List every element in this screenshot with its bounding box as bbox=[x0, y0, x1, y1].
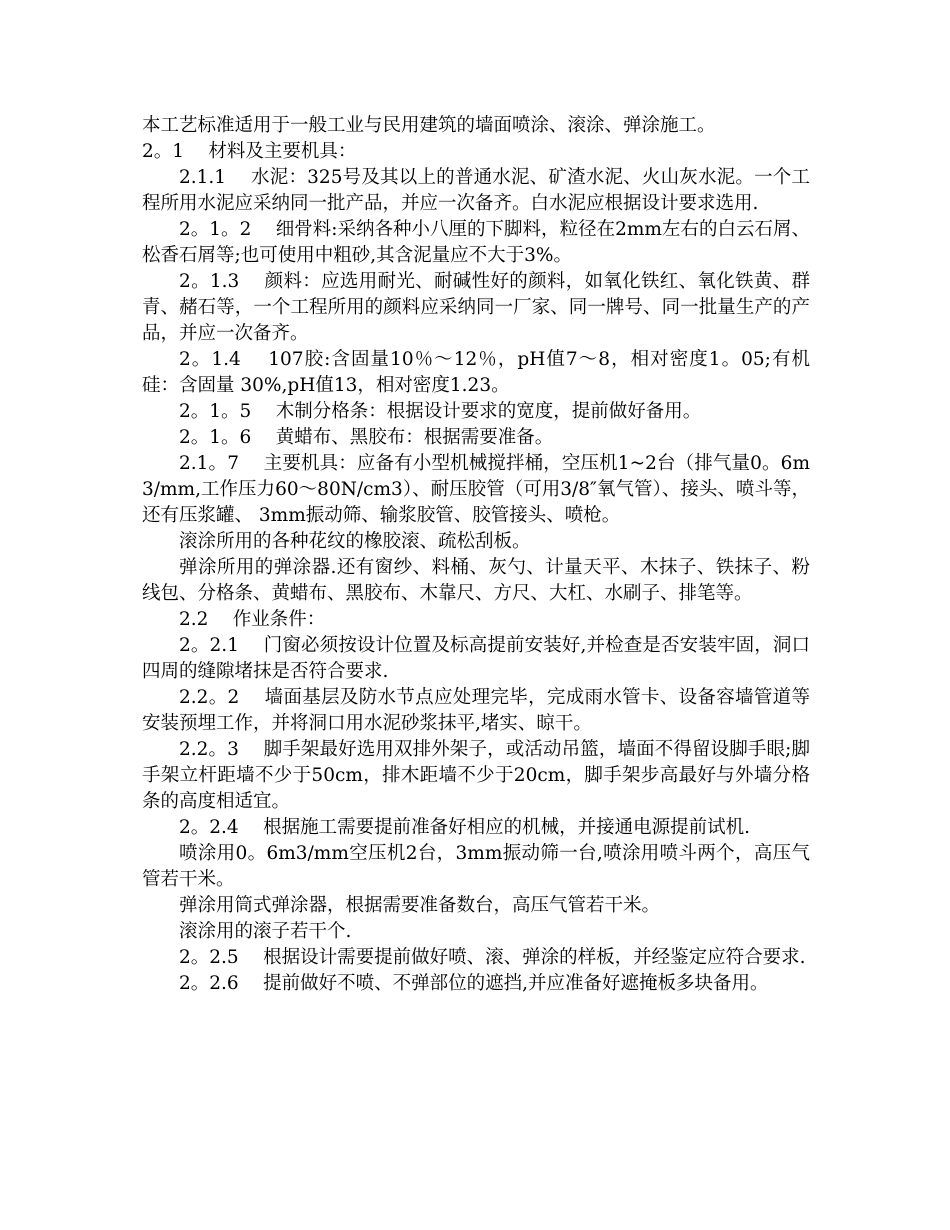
paragraph-2-2-1-windows: 2。2.1 门窗必须按设计位置及标高提前安装好,并检查是否安装牢固，洞口四周的缝隙堵抹是否符合要求. bbox=[142, 635, 810, 682]
paragraph-spatter-tools: 弹涂所用的弹涂器.还有窗纱、料桶、灰勺、计量天平、木抹子、铁抹子、粉线包、分格条、黄蜡布、黑胶布、木靠尺、方尺、大杠、水刷子、排笔等。 bbox=[142, 557, 810, 604]
paragraph-2-2-4-machines: 2。2.4 根据施工需要提前准备好相应的机械，并接通电源提前试机. bbox=[179, 817, 750, 838]
paragraph-spatter-equipment: 弹涂用筒式弹涂器，根据需要准备数台，高压气管若干米。 bbox=[179, 895, 661, 916]
paragraph-2-1-5-dividers: 2。1。5 木制分格条：根据设计要求的宽度，提前做好备用。 bbox=[179, 401, 702, 422]
heading-2-1-materials: 2。1 材料及主要机具： bbox=[142, 141, 357, 162]
heading-2-2-conditions: 2.2 作业条件： bbox=[179, 609, 326, 630]
document-body bbox=[142, 113, 810, 997]
paragraph-spray-equipment: 喷涂用0。6m3/mm空压机2台，3mm振动筛一台,喷涂用喷斗两个，高压气管若干米。 bbox=[142, 843, 810, 890]
paragraph-scope: 本工艺标准适用于一般工业与民用建筑的墙面喷涂、滚涂、弹涂施工。 bbox=[142, 115, 716, 136]
paragraph-2-2-2-base: 2.2。2 墙面基层及防水节点应处理完毕，完成雨水管卡、设备容墙管道等安装预埋工作，并将洞口用水泥砂浆抹平,堵实、晾干。 bbox=[142, 687, 810, 734]
paragraph-2-1-3-pigment: 2。1.3 颜料：应选用耐光、耐碱性好的颜料，如氧化铁红、氧化铁黄、群青、赭石等，一个工程所用的颜料应采纳同一厂家、同一牌号、同一批量生产的产品，并应一次备齐。 bbox=[142, 271, 810, 344]
paragraph-2-2-6-masking: 2。2.6 提前做好不喷、不弹部位的遮挡,并应准备好遮掩板多块备用。 bbox=[179, 973, 769, 994]
paragraph-2-2-3-scaffold: 2.2。3 脚手架最好选用双排外架子，或活动吊篮，墙面不得留设脚手眼;脚手架立杆距墙不少于50cm，排木距墙不少于20cm，脚手架步高最好与外墙分格条的高度相适宜。 bbox=[142, 739, 810, 812]
paragraph-2-1-7-tools: 2.1。7 主要机具：应备有小型机械搅拌桶，空压机1~2台（排气量0。6m3/mm,工作压力60～80N/cm3）、耐压胶管（可用3/8″氧气管）、接头、喷斗等，还有压浆罐、 3mm振动筛、输浆胶管、胶管接头、喷枪。 bbox=[142, 453, 810, 526]
paragraph-2-2-5-samples: 2。2.5 根据设计需要提前做好喷、滚、弹涂的样板，并经鉴定应符合要求. bbox=[179, 947, 806, 968]
paragraph-roller-equipment: 滚涂用的滚子若干个. bbox=[179, 921, 352, 942]
paragraph-2-1-2-aggregate: 2。1。2 细骨料:采纳各种小八厘的下脚料，粒径在2mm左右的白云石屑、松香石屑等;也可使用中粗砂,其含泥量应不大于3%。 bbox=[142, 219, 810, 266]
paragraph-2-1-1-cement: 2.1.1 水泥：325号及其以上的普通水泥、矿渣水泥、火山灰水泥。一个工程所用水泥应采纳同一批产品，并应一次备齐。白水泥应根据设计要求选用. bbox=[142, 167, 810, 214]
paragraph-2-1-6-tape: 2。1。6 黄蜡布、黑胶布：根据需要准备。 bbox=[179, 427, 554, 448]
paragraph-roller-tools: 滚涂所用的各种花纹的橡胶滚、疏松刮板。 bbox=[179, 531, 531, 552]
paragraph-2-1-4-glue: 2。1.4 107胶:含固量10％～12％，pH值7～8，相对密度1。05;有机硅：含固量 30%,pH值13，相对密度1.23。 bbox=[142, 349, 810, 396]
